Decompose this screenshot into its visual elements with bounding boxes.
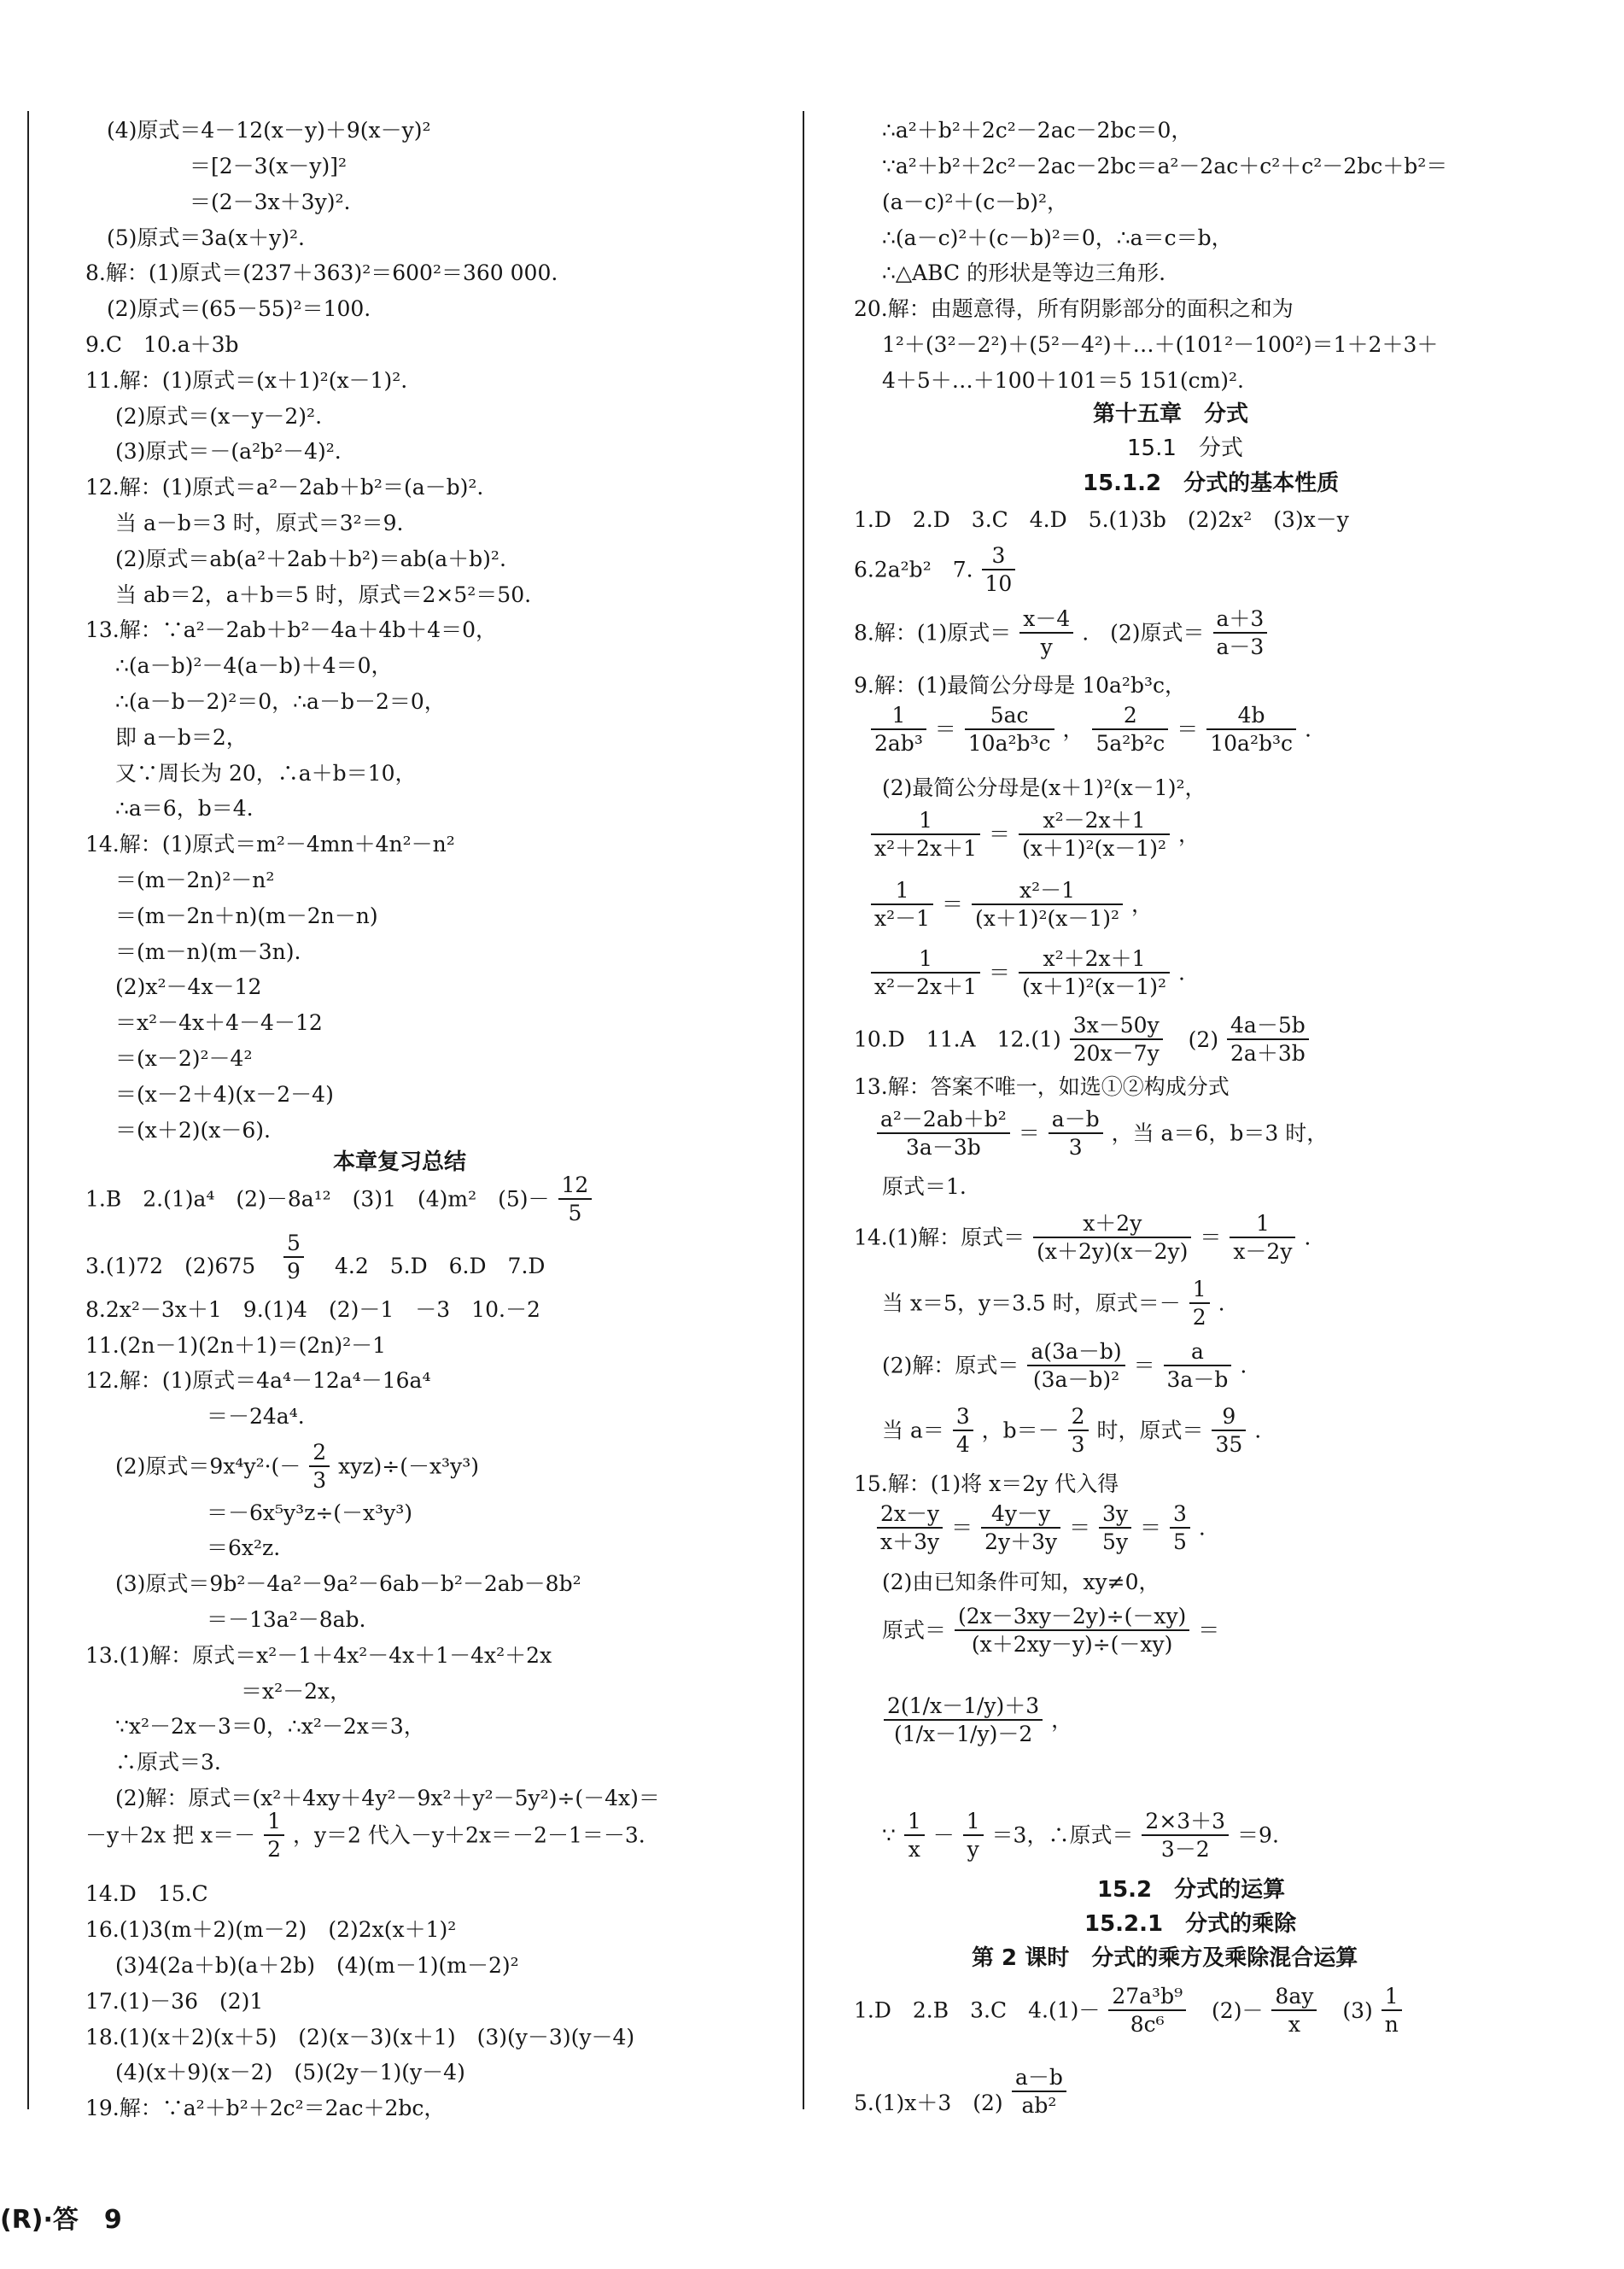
text-line: 4.2 5.D 6.D 7.D [335,1254,546,1278]
q9-fractions: $\frac{1}{\text{2ab³}}$ ＝ $\frac{5ac}{\text{10a²b³c}}$ ， $\frac{2}{\text{5a²b²c}}$ ＝ $\frac{4b}{\text{10a²b³c}}$ . [869,705,1311,754]
q9-2-row3: $\frac{1}{\text{x²－2x＋1}}$ ＝ $\frac{\text{x²＋2x＋1}}{\text{(x＋1)²(x－1)²}}$ . [869,948,1185,997]
q8: 8.解：(1)原式＝ $\frac{x-4}{y}$ . (2)原式＝ $\frac{a+3}{a-3}$ [854,608,1269,658]
text-line: 4＋5＋…＋100＋101＝5 151(cm)². [882,368,1244,393]
fraction: $\frac{2\times 3+3}{3-2}$ [1142,1810,1229,1860]
fraction: $\frac{2}{3}$ [309,1442,330,1491]
section-heading-15-2: 15.2 分式的运算 [1097,1877,1286,1903]
left-margin-rule [27,111,29,2109]
text-line: ＝(x－2＋4)(x－2－4) [115,1082,334,1107]
text-line: 1.D 2.D 3.C 4.D 5.(1)3b (2)2x² (3)x－y [854,507,1349,532]
q14-1-eval: 当 x＝5，y＝3.5 时，原式＝－ $\frac{1}{2}$ . [882,1277,1225,1330]
fraction: $\frac{4y-y}{2y+3y}$ [981,1503,1060,1553]
fraction: $\frac{5}{9}$ [283,1232,304,1282]
review-q1: 1.B 2.(1)a⁴ (2)－8a¹² (3)1 (4)m² (5)－ $\frac{12}{5}$ [85,1174,593,1224]
text-line: 即 a－b＝2， [115,725,248,750]
text-line: ＝(m－2n)²－n² [115,868,275,892]
q9-2-row1: $\frac{1}{\text{x²＋2x＋1}}$ ＝ $\frac{\text{x²－2x＋1}}{\text{(x＋1)²(x－1)²}}$ ， [869,810,1200,859]
lesson-heading: 第 2 课时 分式的乘方及乘除混合运算 [972,1945,1358,1971]
text-line: ＝(x＋2)(x－6). [115,1118,271,1143]
fraction: $\frac{a+3}{a-3}$ [1213,608,1268,658]
fraction: $\frac{1}{\text{x²＋2x＋1}}$ [871,810,980,859]
text-line: (2)原式＝(x－y－2)². [115,404,323,429]
q13-fractions: $\frac{\text{a²－2ab＋b²}}{3a-3b}$ ＝ $\frac{a-b}{3}$ ，当 a＝6，b＝3 时， [875,1108,1328,1158]
text-line: (2)x²－4x－12 [115,974,262,999]
fraction: $\frac{3y}{5y}$ [1099,1503,1131,1553]
text-line: 18.(1)(x＋2)(x＋5) (2)(x－3)(x＋1) (3)(y－3)(y－4) [85,2025,635,2050]
fraction: $\frac{1}{\text{x²－1}}$ [871,880,933,929]
text-line: ＝(m－2n＋n)(m－2n－n) [115,904,378,928]
q15-2-eq: 原式＝ $\frac{(2x-3xy-2y)\div(-xy)}{(x+2xy-y)\div(-xy)}$ ＝ [882,1604,1220,1657]
review-heading: 本章复习总结 [333,1149,467,1175]
fraction: $\frac{a(3a-b)}{\text{(3a－b)²}}$ [1027,1341,1125,1390]
section-heading-15-1: 15.1 分式 [1127,436,1243,461]
fraction: $\frac{3}{10}$ [982,545,1016,594]
fraction: $\frac{1}{\text{x²－2x＋1}}$ [871,948,980,997]
fraction: $\frac{3}{4}$ [953,1406,973,1455]
fraction: $\frac{x+2y}{(x+2y)(x-2y)}$ [1033,1213,1191,1262]
fraction: $\frac{\text{a²－2ab＋b²}}{3a-3b}$ [877,1108,1010,1158]
text-line: 5.(1)x＋3 (2) [854,2091,1003,2115]
text-line: 13.解：答案不唯一，如选①②构成分式 [854,1074,1230,1099]
fraction: $\frac{1}{x}$ [904,1810,925,1860]
fraction: $\frac{(2x-3xy-2y)\div(-xy)}{(x+2xy-y)\div(-xy)}$ [955,1605,1189,1655]
fraction: $\frac{a-b}{\text{ab²}}$ [1012,2067,1066,2116]
text-line: 16.(1)3(m＋2)(m－2) (2)2x(x＋1)² [85,1917,457,1942]
lesson-q5-frac [1010,2067,1068,2116]
lesson-q1-q4: 1.D 2.B 3.C 4.(1)－ $\frac{\text{27a³b⁹}}{\text{8c⁶}}$ (2)－ $\frac{8ay}{x}$ (3) $\frac{1}{n}$ [854,1985,1404,2035]
fraction: $\frac{1}{y}$ [963,1810,984,1860]
q15-2-final: ∵ $\frac{1}{x}$ － $\frac{1}{y}$ ＝3，∴原式＝ $\frac{2\times 3+3}{3-2}$ ＝9. [882,1809,1279,1862]
text-line: ∴(a－b)²－4(a－b)＋4＝0， [115,653,393,678]
text-line: (4)(x＋9)(x－2) (5)(2y－1)(y－4) [115,2060,465,2085]
text-line: 1²＋(3²－2²)＋(5²－4²)＋…＋(101²－100²)＝1＋2＋3＋ [882,332,1439,357]
section-heading-15-2-1: 15.2.1 分式的乘除 [1084,1911,1297,1937]
review-q12-2: (2)原式＝9x⁴y²·(－ $\frac{2}{3}$ xyz)÷(－x³y³) [115,1440,479,1493]
text-line: ＝(2－3x＋3y)². [190,190,351,214]
text-line: 14.D 15.C [85,1881,208,1906]
fraction: $\frac{x-4}{y}$ [1019,608,1073,658]
text-line: ＝x²－4x＋4－4－12 [115,1010,323,1035]
fraction: $\frac{3x-50y}{20x-7y}$ [1070,1015,1163,1064]
fraction: $\frac{\text{27a³b⁹}}{\text{8c⁶}}$ [1108,1985,1186,2035]
text-line: ＝－6x⁵y³z÷(－x³y³) [207,1500,413,1525]
text-line: 又∵周长为 20，∴a＋b＝10， [115,761,417,786]
text-line: 19.解：∵a²＋b²＋2c²＝2ac＋2bc， [85,2096,446,2120]
fraction: $\frac{5ac}{\text{10a²b³c}}$ [965,705,1054,754]
fraction: $\frac{8ay}{x}$ [1271,1985,1317,2035]
text-line: 14.解：(1)原式＝m²－4mn＋4n²－n² [85,832,455,857]
text-line: (2)最简公分母是(x＋1)²(x－1)²， [882,775,1206,800]
fraction: $\frac{2}{3}$ [1068,1406,1089,1455]
text-line: ∴a＝6，b＝4. [115,796,254,821]
fraction: $\frac{a}{3a-b}$ [1164,1341,1232,1390]
fraction: $\frac{2x-y}{x+3y}$ [877,1503,943,1553]
fraction: $\frac{1}{x-2y}$ [1230,1213,1295,1262]
q15-2-complex: $\frac{2(1/x-1/y)+3}{(1/x-1/y)-2}$ ， [882,1695,1072,1745]
text-line: (a－c)²＋(c－b)²， [882,190,1068,214]
text-line: (5)原式＝3a(x＋y)². [107,225,305,250]
text-line: ＝－13a²－8ab. [207,1607,366,1632]
text-line: (3)4(2a＋b)(a＋2b) (4)(m－1)(m－2)² [115,1953,519,1978]
text-line: (2)解：原式＝(x²＋4xy＋4y²－9x²＋y²－5y²)÷(－4x)＝ [115,1786,660,1810]
fraction: $\frac{a-b}{3}$ [1049,1108,1103,1158]
text-line: 13.解：∵a²－2ab＋b²－4a＋4b＋4＝0， [85,617,498,642]
text-line: (2)原式＝ab(a²＋2ab＋b²)＝ab(a＋b)². [115,547,506,571]
fraction: $\frac{9}{35}$ [1212,1406,1246,1455]
text-line: ＝6x²z. [207,1535,281,1560]
text-line: 17.(1)－36 (2)1 [85,1989,264,2014]
fraction: $\frac{4a-5b}{2a+3b}$ [1227,1015,1309,1064]
text-line: 9.解：(1)最简公分母是 10a²b³c， [854,673,1186,698]
text-line: ＝(m－n)(m－3n). [115,939,301,964]
text-line: ∵x²－2x－3＝0，∴x²－2x＝3， [115,1714,425,1739]
text-line: ＝－24a⁴. [207,1404,305,1429]
fraction: $\frac{2}{\text{5a²b²c}}$ [1092,705,1168,754]
q15-1-fractions: $\frac{2x-y}{x+3y}$ ＝ $\frac{4y-y}{2y+3y}$ ＝ $\frac{3y}{5y}$ ＝ $\frac{3}{5}$ . [875,1503,1206,1553]
text-line: 12.解：(1)原式＝4a⁴－12a⁴－16a⁴ [85,1368,431,1393]
q10-q12: 10.D 11.A 12.(1) $\frac{3x-50y}{20x-7y}$ (2) $\frac{4a-5b}{2a+3b}$ [854,1015,1311,1064]
text-line: 15.解：(1)将 x＝2y 代入得 [854,1471,1119,1496]
text-line: ∴a²＋b²＋2c²－2ac－2bc＝0， [882,118,1193,143]
column-divider [803,111,804,2109]
text-line: (3)原式＝9b²－4a²－9a²－6ab－b²－2ab－8b² [115,1571,581,1596]
fraction: $\frac{\text{x²－1}}{\text{(x＋1)²(x－1)²}}$ [972,880,1123,929]
review-q13-2: －y＋2x 把 x＝－ $\frac{1}{2}$ ，y＝2 代入－y＋2x＝－2－1＝－3. [85,1809,646,1862]
fraction: $\frac{1}{2}$ [264,1810,284,1860]
q14-2-eval: 当 a＝ $\frac{3}{4}$ ，b＝－ $\frac{2}{3}$ 时，原式＝ $\frac{9}{35}$ . [882,1404,1262,1457]
fraction: $\frac{1}{\text{2ab³}}$ [871,705,926,754]
text-line: (3)原式＝－(a²b²－4)². [115,439,342,464]
fraction: $\frac{3}{5}$ [1170,1503,1190,1553]
text-line: ＝(x－2)²－4² [115,1046,253,1071]
text-line: 当 ab＝2，a＋b＝5 时，原式＝2×5²＝50. [115,582,532,607]
text-line: ∴(a－b－2)²＝0，∴a－b－2＝0， [115,689,446,714]
text-line: 11.解：(1)原式＝(x＋1)²(x－1)². [85,368,408,393]
text-line: 9.C 10.a＋3b [85,332,239,357]
text-line: ∵a²＋b²＋2c²－2ac－2bc＝a²－2ac＋c²＋c²－2bc＋b²＝ [882,154,1448,178]
text-line: ＝x²－2x， [241,1679,352,1704]
q14-1: 14.(1)解：原式＝ $\frac{x+2y}{(x+2y)(x-2y)}$ ＝ $\frac{1}{x-2y}$ . [854,1211,1311,1264]
q6-q7: 6.2a²b² 7. $\frac{3}{10}$ [854,545,1017,594]
q14-2: (2)解：原式＝ $\frac{a(3a-b)}{\text{(3a－b)²}}$ ＝ $\frac{a}{3a-b}$ . [882,1339,1247,1392]
fraction: $\frac{2(1/x-1/y)+3}{(1/x-1/y)-2}$ [884,1695,1043,1745]
text-line: ∴△ABC 的形状是等边三角形. [882,260,1166,285]
fraction: $\frac{12}{5}$ [558,1174,593,1224]
chapter-heading: 第十五章 分式 [1093,401,1249,427]
section-heading-15-1-2: 15.1.2 分式的基本性质 [1083,471,1340,496]
fraction: $\frac{\text{x²＋2x＋1}}{\text{(x＋1)²(x－1)²}}$ [1019,948,1170,997]
page-footer: (R)·答 9 [0,2205,122,2235]
review-q3-frac [282,1232,306,1282]
text-line: 8.解：(1)原式＝(237＋363)²＝600²＝360 000. [85,260,558,285]
fraction: $\frac{4b}{\text{10a²b³c}}$ [1206,705,1296,754]
fraction: $\frac{1}{n}$ [1382,1985,1402,2035]
fraction: $\frac{1}{2}$ [1189,1278,1210,1328]
text-line: (2)由已知条件可知，xy≠0， [882,1570,1160,1594]
text-line: 当 a－b＝3 时，原式＝3²＝9. [115,511,404,535]
fraction: $\frac{\text{x²－2x＋1}}{\text{(x＋1)²(x－1)²}}$ [1019,810,1170,859]
text-line: 12.解：(1)原式＝a²－2ab＋b²＝(a－b)². [85,475,484,500]
text-line: 8.2x²－3x＋1 9.(1)4 (2)－1 －3 10.－2 [85,1297,540,1322]
text-line: ∴原式＝3. [115,1750,221,1775]
text-line: 原式＝1. [882,1174,967,1199]
text-line: 20.解：由题意得，所有阴影部分的面积之和为 [854,296,1294,321]
q9-2-row2: $\frac{1}{\text{x²－1}}$ ＝ $\frac{\text{x²－1}}{\text{(x＋1)²(x－1)²}}$ ， [869,880,1153,929]
text-line: 13.(1)解：原式＝x²－1＋4x²－4x＋1－4x²＋2x [85,1643,552,1668]
text-line: 3.(1)72 (2)675 [85,1254,256,1278]
text-line: ＝[2－3(x－y)]² [190,154,348,178]
text-line: 11.(2n－1)(2n＋1)＝(2n)²－1 [85,1333,387,1358]
text-line: ∴(a－c)²＋(c－b)²＝0，∴a＝c＝b， [882,225,1233,250]
text-line: (4)原式＝4－12(x－y)＋9(x－y)² [107,118,431,143]
text-line: (2)原式＝(65－55)²＝100. [107,296,371,321]
